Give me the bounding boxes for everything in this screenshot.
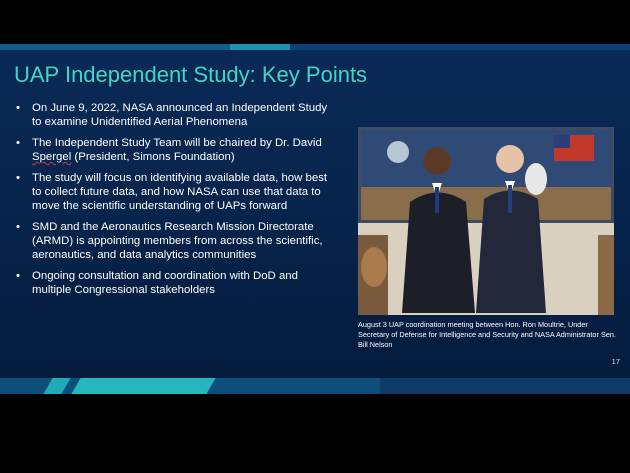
photo-side-furniture [598,235,614,315]
bottom-band-stripe [43,378,70,394]
bottom-accent-band [0,378,630,394]
bullet-list [16,101,338,304]
bullet-item: • On June 9, 2022, NASA announced an Independent Study to examine Unidentified Aerial Phenomena [16,101,338,129]
bullet-item: • The study will focus on identifying available data, how best to collect future data, and how NASA can use that data to move the scientific understanding of UAPs forward [16,171,338,213]
photo-vase [361,247,387,287]
bullet-text: The Independent Study Team will be chaired by Dr. David [32,137,322,149]
top-accent-band [0,44,630,50]
meeting-photo-illustration [358,127,614,315]
top-band-segment-accent [230,44,290,50]
slide-title: UAP Independent Study: Key Points [14,62,368,87]
person-left-tie [435,187,439,213]
bottom-band-segment [380,378,630,394]
person-left-head [423,147,451,175]
bottom-band-stripe [71,378,215,394]
slide [0,44,630,394]
painting-planet [387,141,409,163]
painting-astronaut [525,163,547,195]
bullet-item: • SMD and the Aeronautics Research Mission Directorate (ARMD) is appointing members from across the scientific, aeronautics, and data analytics communities [16,220,338,262]
person-right-tie [508,185,512,213]
bullet-item: • Ongoing consultation and coordination with DoD and multiple Congressional stakeholders [16,269,338,297]
page-number: 17 [611,357,620,366]
person-right-head [496,145,524,173]
bullet-text: (President, Simons Foundation) [71,151,235,163]
photo-caption: August 3 UAP coordination meeting between Hon. Ron Moultrie, Under Secretary of Defense for Intelligence and Security and NASA Administrator Sen. Bill Nelson [358,320,616,349]
meeting-photo [358,127,614,315]
bullet-item [16,136,338,164]
painting-flag-canton [554,135,570,148]
top-band-segment [0,44,230,50]
spellcheck-word: Spergel [32,151,72,163]
